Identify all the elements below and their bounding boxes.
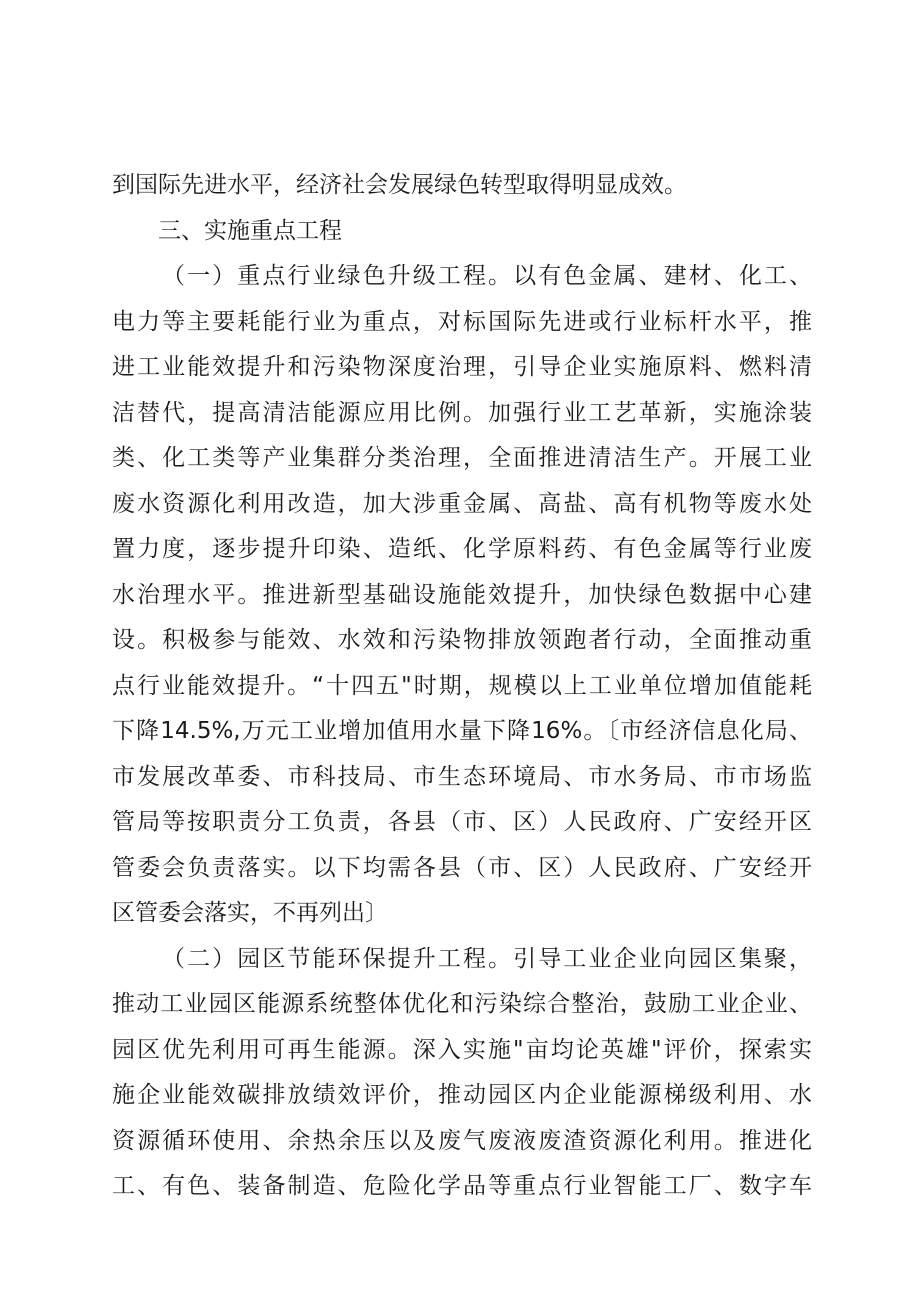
text-line: 资源循环使用、余热余压以及废气废液废渣资源化利用。推进化 <box>112 1127 812 1154</box>
text-line: 洁替代，提高清洁能源应用比例。加强行业工艺革新，实施涂装 <box>112 399 812 426</box>
text-line: 电力等主要耗能行业为重点，对标国际先进或行业标杆水平，推 <box>112 308 812 335</box>
text-line: 点行业能效提升。“十四五"时期，规模以上工业单位增加值能耗 <box>112 672 812 699</box>
text-line: 下降14.5%,万元工业增加值用水量下降16%。〔市经济信息化局、 <box>112 718 812 744</box>
section-heading: 三、实施重点工程 <box>158 217 342 244</box>
text-line: 推动工业园区能源系统整体优化和污染综合整治，鼓励工业企业、 <box>112 991 812 1017</box>
text-line: 区管委会落实，不再列出〕 <box>112 900 388 926</box>
text-line: 进工业能效提升和污染物深度治理，引导企业实施原料、燃料清 <box>112 354 812 380</box>
text-line: 园区优先利用可再生能源。深入实施"亩均论英雄"评价，探索实 <box>112 1036 812 1063</box>
text-line: 置力度，逐步提升印染、造纸、化学原料药、有色金属等行业废 <box>112 536 812 562</box>
text-line: 类、化工类等产业集群分类治理，全面推进清洁生产。开展工业 <box>112 445 812 471</box>
text-line: 管局等按职责分工负责，各县（市、区）人民政府、广安经开区 <box>112 809 812 835</box>
text-line: 废水资源化利用改造，加大涉重金属、高盐、高有机物等废水处 <box>112 490 812 517</box>
text-line: 管委会负责落实。以下均需各县（市、区）人民政府、广安经开 <box>112 854 812 881</box>
subsection-heading-line: （二）园区节能环保提升工程。引导工业企业向园区集聚， <box>162 945 812 972</box>
text-line: 工、有色、装备制造、危险化学品等重点行业智能工厂、数字车 <box>112 1173 812 1199</box>
subsection-heading-line: （一）重点行业绿色升级工程。以有色金属、建材、化工、 <box>162 263 812 289</box>
text-line: 市发展改革委、市科技局、市生态环境局、市水务局、市市场监 <box>112 763 812 790</box>
text-line: 到国际先进水平，经济社会发展绿色转型取得明显成效。 <box>112 172 687 198</box>
text-line: 水治理水平。推进新型基础设施能效提升，加快绿色数据中心建 <box>112 581 812 608</box>
text-line: 施企业能效碳排放绩效评价，推动园区内企业能源梯级利用、水 <box>112 1082 812 1108</box>
document-page <box>112 163 812 1210</box>
text-line: 设。积极参与能效、水效和污染物排放领跑者行动，全面推动重 <box>112 627 812 653</box>
